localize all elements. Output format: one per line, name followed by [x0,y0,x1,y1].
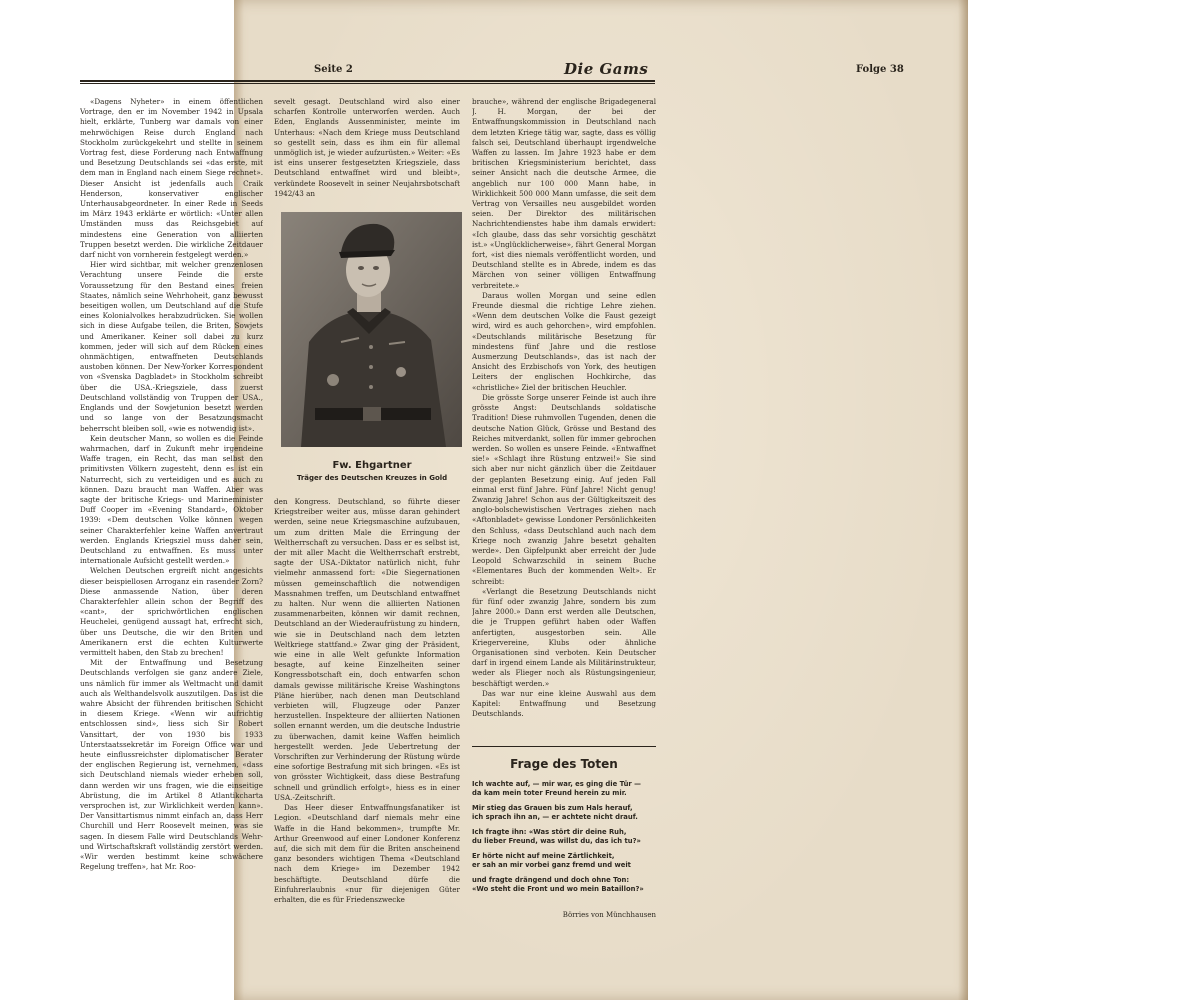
poem-line: Er hörte nicht auf meine Zärtlichkeit, [472,852,615,860]
poem-body [472,780,658,900]
page-number: Seite 2 [314,64,353,75]
poem-title: Frage des Toten [510,757,618,771]
paragraph: Mit der Entwaffnung und Besetzung Deutschlands verfolgen sie ganz andere Ziele, uns nämlich für immer als Weltmacht und damit auch als Welthandelsvolk auszutilgen. Das ist die wahre Absicht der führenden britischen Schicht in diesem Kriege. «Wenn wir aufrichtig entschlossen sind», liess sich Sir Robert Vansittart, der von 1930 bis 1933 Unterstaatssekretär im Foreign Office war und heute einflussreichster diplomatischer Berater der englischen Regierung ist, vernehmen, «dass sich Deutschland niemals wieder erheben soll, dann werden wir uns fragen, wie die einseitige Abrüstung, die im Artikel 8 Atlantikcharta versprochen ist, zur Wirklichkeit werden kann». Der Vansittartismus nimmt einfach an, dass Herr Churchill und Herr Roosevelt meinen, was sie sagen. In diesem Falle wird Deutschlands Wehr- und Wirtschaftskraft vollständig zerstört werden. «Wir werden bestimmt keine schwächere Regelung treffen», hat Mr. Roo- [80,658,263,872]
poem-divider [472,746,656,747]
paragraph: Die grösste Sorge unserer Feinde ist auch ihre grösste Angst: Deutschlands soldatische Tradition! Diese ruhmvollen Tugenden, denen die deutsche Nation Glück, Grösse und Bestand des Reiches mitverdankt, sollen für immer gebrochen werden. So wollen es unsere Feinde. «Entwaffnet sie!» «Schlagt ihre Rüstung entzwei!» Sie sind sich aber nur nicht gänzlich über die Zeitdauer der geplanten Besetzung einig. Auf jeden Fall einmal erst fünf Jahre. Fünf Jahre! Nicht genug! Zwanzig Jahre! Schon aus der Gültigkeitszeit des anglo-bolschewistischen Vertrages ziehen nach «Aftonbladet» gewisse Londoner Persönlichkeiten den Schluss, «dass Deutschland auch nach dem Kriege noch zwanzig Jahre besetzt gehalten werde». Den Gipfelpunkt aber erreicht der Jude Leopold Schwarzschild in seinem Buche «Elementares Buch der kommenden Welt». Er schreibt: [472,392,656,586]
paragraph: sevelt gesagt. Deutschland wird also einer scharfen Kontrolle unterworfen werden. Auch Eden, Englands Aussenminister, meinte im Unterhaus: «Nach dem Kriege muss Deutschland so gestellt sein, dass es ihm ein für allemal unmöglich ist, je wieder aufzurüsten.» Weiter: «Es ist eins unserer festgesetzten Kriegsziele, dass Deutschland entwaffnet wird und bleibt», verkündete Roosevelt in seiner Neujahrsbotschaft 1942/43 an [274,97,460,198]
poem-stanza [472,828,658,846]
text-column-2-top [274,97,460,212]
masthead-title: Die Gams [564,60,649,78]
issue-number: Folge 38 [856,64,904,75]
poem-stanza [472,780,658,798]
poem-author: Börries von Münchhausen [562,911,656,919]
poem-line: du lieber Freund, was willst du, das ich tu?» [472,837,641,845]
paragraph: Welchen Deutschen ergreift nicht angesichts dieser beispiellosen Arroganz ein rasender Zorn? Diese anmassende Nation, über deren Charakterfehler allein schon der Begriff des «cant», der sprichwörtlichen englischen Heuchelei, genügend aussagt hat, erfrecht sich, über uns Deutsche, die wir den Briten und Amerikanern erst die echten Kulturwerte vermittelt haben, den Stab zu brechen! [80,566,263,657]
paragraph: den Kongress. Deutschland, so führte dieser Kriegstreiber weiter aus, müsse daran gehindert werden, seine neue Kriegsmaschine aufzubauen, um zum dritten Male die Erringung der Weltherrschaft zu versuchen. Dass er es selbst ist, der mit aller Macht die Weltherrschaft erstrebt, sagte der USA.-Diktator natürlich nicht, fuhr vielmehr anmassend fort: «Die Siegernationen müssen gemeinschaftlich die notwendigen Massnahmen treffen, um Deutschland entwaffnet zu halten. Nur wenn die alliierten Nationen zusammenarbeiten, können wir damit rechnen, Deutschland an der Wiederaufrüstung zu hindern, wie sie in Deutschland nach dem letzten Weltkriege stattfand.» Zwar ging der Präsident, wie eine in alle Welt gefunkte Information besagte, auf keine Einzelheiten seiner Kongressbotschaft ein, doch entwarfen schon damals gewisse militärische Kreise Washingtons Pläne hierüber, nach denen man Deutschland verbieten will, Flugzeuge oder Panzer herzustellen. Inspekteure der alliierten Nationen sollen ernannt werden, um die deutsche Industrie zu überwachen, damit keine Waffen heimlich hergestellt werden. Jede Uebertretung der Vorschriften zur Verhinderung der Rüstung würde eine sofortige Bestrafung mit sich bringen. «Es ist von grösster Wichtigkeit, dass diese Bestrafung schnell und gründlich erfolgt», hiess es in einer USA.-Zeitschrift. [274,497,460,802]
poem-stanza [472,804,658,822]
paragraph: «Dagens Nyheter» in einem öffentlichen Vortrage, den er im November 1942 in Upsala hielt, erklärte, Tunberg war damals von einer mehrwöchigen Reise durch England nach Stockholm zurückgekehrt und stellte in seinem Vortrag fest, diese Forderung nach Entwaffnung und Besetzung Deutschlands sei «das erste, mit dem man in England nach einem Siege rechnet». Dieser Ansicht ist jedenfalls auch Craik Henderson, konservativer englischer Unterhausabgeordneter. In einer Rede in Seeds im März 1943 erklärte er wörtlich: «Unter allen Umständen muss das Reichsgebiet auf mindestens eine Generation von alliierten Truppen besetzt werden. Die wirkliche Zeitdauer darf nicht von vornherein festgelegt werden.» [80,97,263,260]
poem-line: und fragte drängend und doch ohne Ton: [472,876,630,884]
poem-stanza [472,876,658,894]
paragraph: brauche», während der englische Brigadegeneral J. H. Morgan, der bei der Entwaffnungskommission in Deutschland nach dem letzten Kriege tätig war, sagte, dass es völlig falsch sei, Deutschland überhaupt irgendwelche Waffen zu lassen. Im Jahre 1923 habe er dem britischen Kriegsministerium berichtet, dass seiner Ansicht nach die deutsche Armee, die angeblich nur 100 000 Mann habe, in Wirklichkeit 500 000 Mann umfasse, die seit dem Vertrag von Versailles neu ausgebildet worden seien. Der Direktor des militärischen Nachrichtendienstes habe ihm damals erwidert: «Ich glaube, dass das sehr vorsichtig geschätzt ist.» «Unglücklicherweise», fährt General Morgan fort, «ist dies niemals veröffentlicht worden, und Deutschland stellte es in Abrede, indem es das Märchen von seiner völligen Entwaffnung verbreitete.» [472,97,656,290]
poem-line: Ich wachte auf, — mir war, es ging die Tür — [472,780,641,788]
photo-caption-name: Fw. Ehgartner [332,460,412,471]
paragraph: Hier wird sichtbar, mit welcher grenzenlosen Verachtung unsere Feinde die erste Voraussetzung für den Bestand eines freien Staates, nämlich seine Wehrhoheit, ganz bewusst beseitigen wollen, um Deutschland auf die Stufe eines Kolonialvolkes herabzudrücken. Sie wollen sich in diese Aufgabe teilen, die Briten, Sowjets und Amerikaner. Keiner soll dabei zu kurz kommen, jeder will sich auf dem Rücken eines ohnmächtigen, entwaffneten Deutschlands austoben können. Der New-Yorker Korrespondent von «Svenska Dagbladet» in Stockholm schreibt über die USA.-Kriegsziele, dass zuerst Deutschland vollständig von Truppen der USA., Englands und der Sowjetunion besetzt werden und so lange von der Besatzungsmacht beherrscht bleiben soll, «wie es notwendig ist». [80,260,263,433]
text-column-3 [472,97,656,737]
header-rule [80,80,655,82]
poem-line: ich sprach ihn an, — er achtete nicht drauf. [472,813,638,821]
header-rule-thin [80,83,655,84]
soldier-portrait-photo [281,212,462,447]
poem-line: da kam mein toter Freund herein zu mir. [472,789,627,797]
photo-caption-subtitle: Träger des Deutschen Kreuzes in Gold [296,474,448,482]
portrait-illustration [281,212,462,447]
paragraph: «Verlangt die Besetzung Deutschlands nicht für fünf oder zwanzig Jahre, sondern bis zum Jahre 2000.» Dann erst werden alle Deutschen, die je Truppen geführt haben oder Waffen anfertigten, ausgestorben sein. Alle Kriegervereine, Klubs oder ähnliche Organisationen sind verboten. Kein Deutscher darf in irgend einem Lande als Militärinstrukteur, weder als Flieger noch als Rüstungsingenieur, beschäftigt werden.» [472,586,656,688]
text-column-1 [80,97,263,927]
paragraph: Kein deutscher Mann, so wollen es die Feinde wahrmachen, darf in Zukunft mehr irgendeine Waffe tragen, ein Recht, das man selbst den primitivsten Völkern zugesteht, denn es ist ein Naturrecht, sich zu verteidigen und es auch zu können. Dazu braucht man Waffen. Aber was sagte der britische Kriegs- und Marineminister Duff Cooper im «Evening Standard», Oktober 1939: «Dem deutschen Volke können wegen seiner Charakterfehler keine Waffen anvertraut werden. Englands Kriegsziel muss daher sein, Deutschland zu entwaffnen. Es muss unter internationale Aufsicht gestellt werden.» [80,433,263,566]
poem-line: «Wo steht die Front und wo mein Bataillon?» [472,885,644,893]
paragraph: Das war nur eine kleine Auswahl aus dem Kapitel: Entwaffnung und Besetzung Deutschlands. [472,688,656,719]
poem-line: er sah an mir vorbei ganz fremd und weit [472,861,631,869]
paragraph: Daraus wollen Morgan und seine edlen Freunde diesmal die richtige Lehre ziehen. «Wenn dem deutschen Volke die Faust gezeigt wird, wird es auch gehorchen», wird empfohlen. «Deutschlands militärische Besetzung für mindestens fünf Jahre und die restlose Ausmerzung Deutschlands», das ist nach der Ansicht des Erzbischofs von York, des heutigen Leiters der englischen Hochkirche, das «christliche» Ziel der britischen Heuchler. [472,290,656,392]
paragraph: Das Heer dieser Entwaffnungsfanatiker ist Legion. «Deutschland darf niemals mehr eine Waffe in die Hand bekommen», trumpfte Mr. Arthur Greenwood auf einer Londoner Konferenz auf, die sich mit dem für die Briten anscheinend ganz besonders wichtigen Thema «Deutschland nach dem Kriege» im Dezember 1942 beschäftigte. Deutschland dürfe die Einfuhrerlaubnis «nur für diejenigen Güter erhalten, die es für Friedenszwecke [274,803,460,904]
text-column-2-bottom [274,497,460,927]
poem-line: Ich fragte ihn: «Was stört dir deine Ruh, [472,828,627,836]
poem-stanza [472,852,658,870]
poem-line: Mir stieg das Grauen bis zum Hals herauf, [472,804,633,812]
